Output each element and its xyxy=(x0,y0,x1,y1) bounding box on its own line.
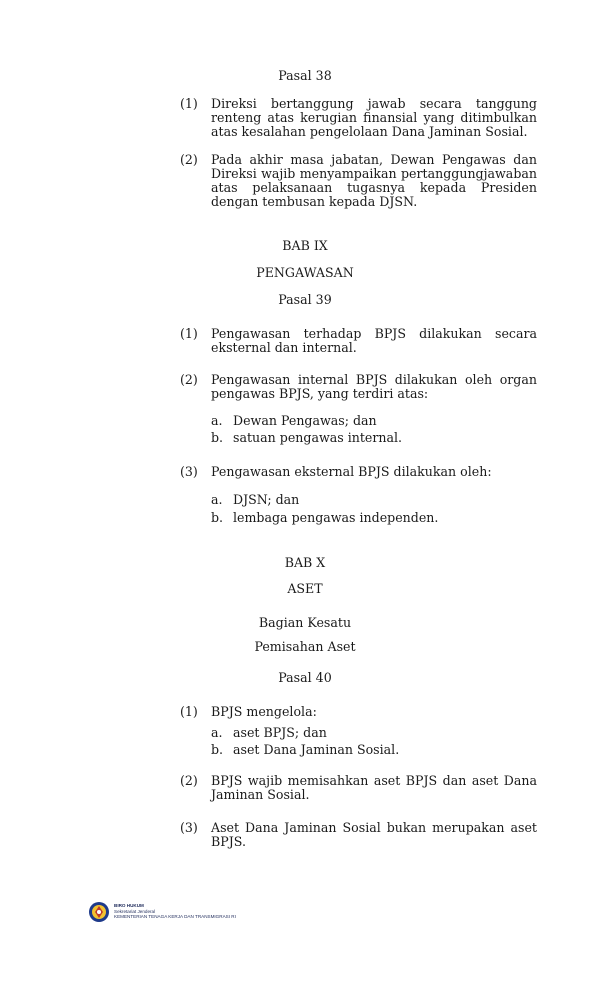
footer-line-3: KEMENTERIAN TENAGA KERJA DAN TRANSMIGRASI RI xyxy=(114,914,236,919)
pasal-40-item-1-sub-a xyxy=(211,725,531,741)
item-number: (2) xyxy=(180,372,198,387)
item-number: (1) xyxy=(180,96,198,111)
item-number: (3) xyxy=(180,820,198,835)
pasal-39-heading: Pasal 39 xyxy=(278,292,332,307)
sub-letter: a. xyxy=(211,492,223,507)
sub-text: lembaga pengawas independen. xyxy=(233,510,439,525)
sub-text: aset Dana Jaminan Sosial. xyxy=(233,742,400,757)
bab-ix-heading: BAB IX xyxy=(282,238,328,253)
sub-letter: b. xyxy=(211,510,224,525)
item-text: Pengawasan internal BPJS dilakukan oleh organ pengawas BPJS, yang terdiri atas: xyxy=(211,372,537,401)
footer-logo-block xyxy=(88,899,288,925)
item-number: (3) xyxy=(180,464,198,479)
sub-text: Dewan Pengawas; dan xyxy=(233,413,377,428)
item-text: Aset Dana Jaminan Sosial bukan merupakan aset BPJS. xyxy=(211,820,537,849)
sub-text: aset BPJS; dan xyxy=(233,725,327,740)
pasal-39-item-2-sub-b xyxy=(211,430,531,446)
sub-text: satuan pengawas internal. xyxy=(233,430,403,445)
bagian-title: Pemisahan Aset xyxy=(254,639,356,654)
pasal-39-item-3-sub-a xyxy=(211,492,531,508)
footer-line-1: BIRO HUKUM xyxy=(114,903,144,908)
item-text: Pengawasan terhadap BPJS dilakukan secara eksternal dan internal. xyxy=(211,326,537,355)
kemnaker-emblem-icon xyxy=(88,901,110,923)
item-number: (1) xyxy=(180,326,198,341)
sub-letter: a. xyxy=(211,413,223,428)
bab-ix-title: PENGAWASAN xyxy=(256,265,354,280)
sub-text: DJSN; dan xyxy=(233,492,300,507)
item-text: Pada akhir masa jabatan, Dewan Pengawas dan Direksi wajib menyampaikan pertanggungjawaban atas pelaksanaan tugasnya kepada Presiden dengan tembusan kepada DJSN. xyxy=(211,152,537,209)
item-number: (2) xyxy=(180,773,198,788)
pasal-40-item-1-sub-b xyxy=(211,742,531,758)
bagian-heading: Bagian Kesatu xyxy=(258,615,352,630)
sub-letter: b. xyxy=(211,430,224,445)
pasal-38-heading: Pasal 38 xyxy=(278,68,332,83)
item-text: Direksi bertanggung jawab secara tanggung renteng atas kerugian finansial yang ditimbulkan atas kesalahan pengelolaan Dana Jaminan Sosial. xyxy=(211,96,537,139)
item-text: BPJS mengelola: xyxy=(211,704,317,719)
sub-letter: b. xyxy=(211,742,224,757)
item-number: (1) xyxy=(180,704,198,719)
bab-x-title: ASET xyxy=(287,581,323,596)
bab-x-heading: BAB X xyxy=(284,555,326,570)
pasal-39-item-3-sub-b xyxy=(211,510,531,526)
footer-line-2: Sekretariat Jenderal xyxy=(114,908,156,914)
item-text: Pengawasan eksternal BPJS dilakukan oleh: xyxy=(211,464,492,479)
pasal-40-heading: Pasal 40 xyxy=(278,670,332,685)
item-text: BPJS wajib memisahkan aset BPJS dan aset Dana Jaminan Sosial. xyxy=(211,773,537,802)
sub-letter: a. xyxy=(211,725,223,740)
footer-text xyxy=(114,903,236,920)
pasal-39-item-2-sub-a xyxy=(211,413,531,429)
item-number: (2) xyxy=(180,152,198,167)
